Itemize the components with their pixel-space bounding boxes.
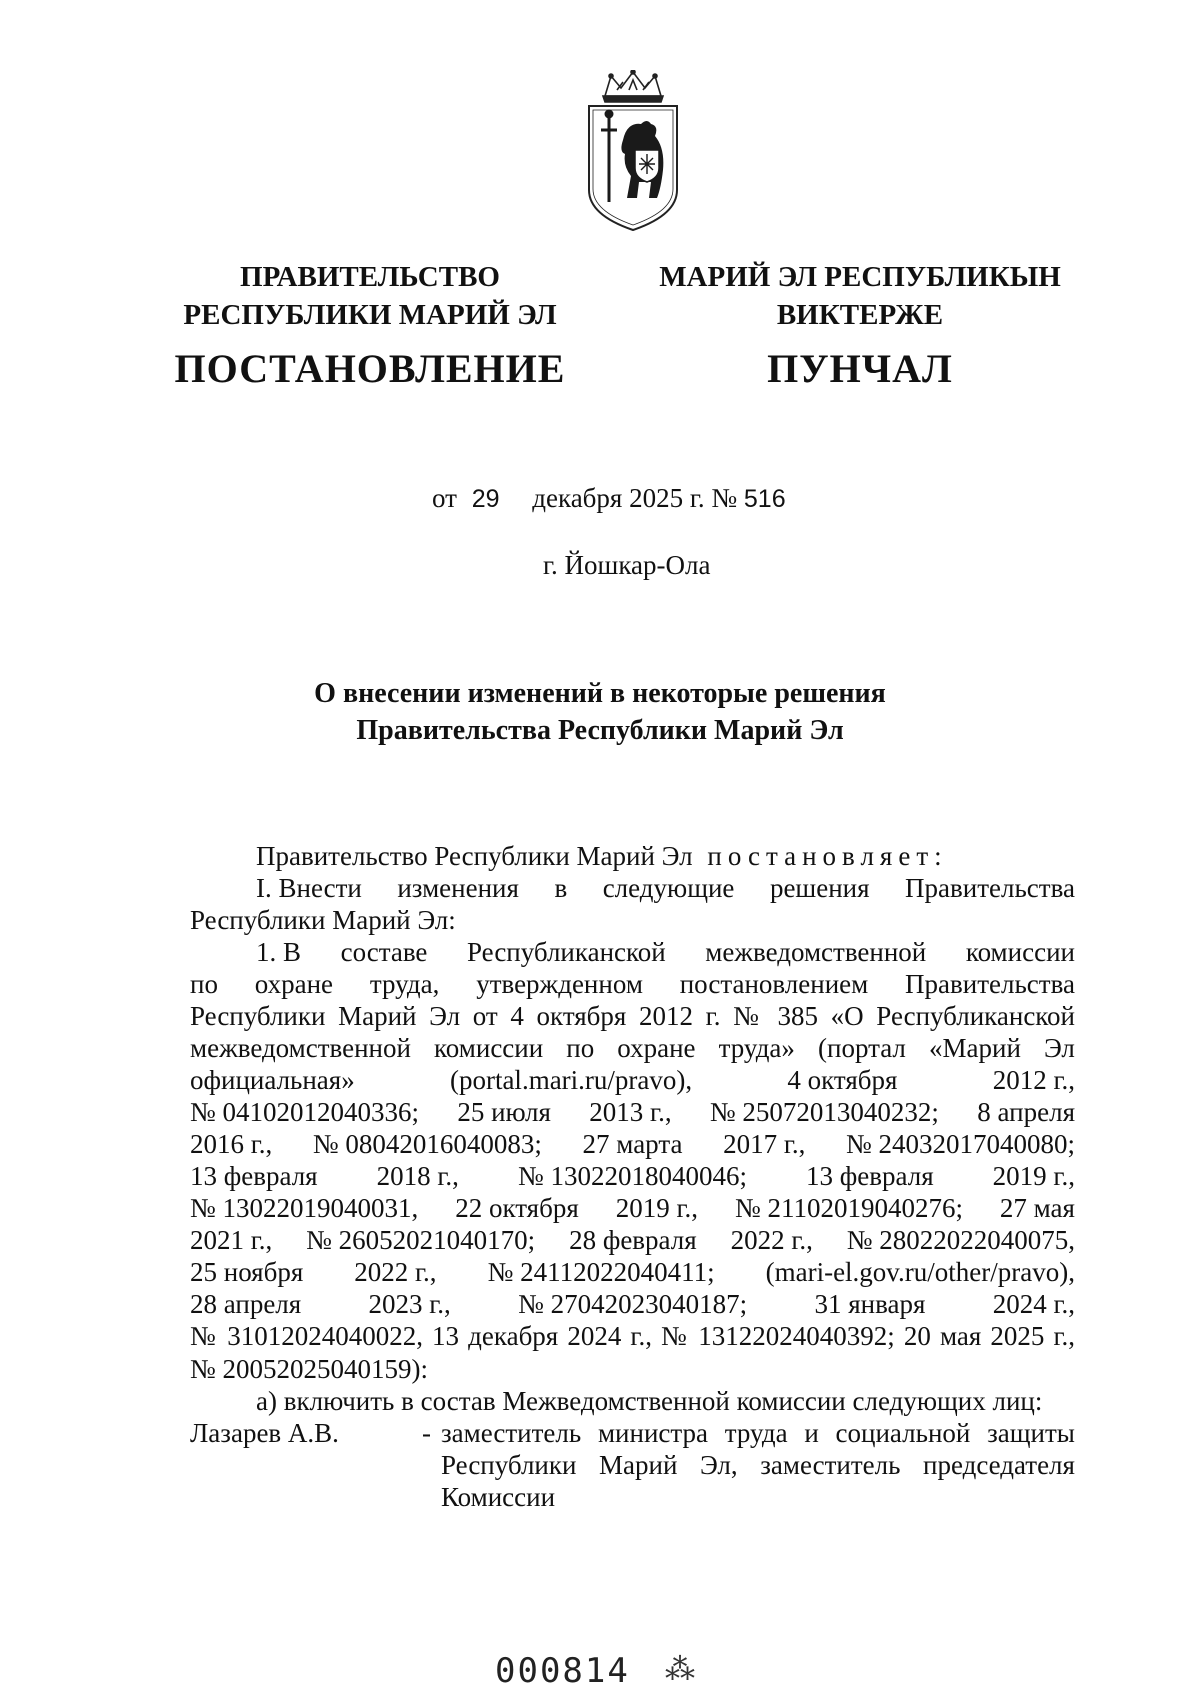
word: Республиканской bbox=[467, 937, 666, 967]
section1-line2: Республики Марий Эл: bbox=[190, 905, 456, 935]
word: № 13022018040046; bbox=[517, 1161, 747, 1191]
p1-body-line bbox=[190, 1128, 1075, 1160]
word: 2017 г., bbox=[723, 1129, 806, 1159]
word: министра bbox=[597, 1418, 708, 1448]
word: и bbox=[804, 1418, 819, 1448]
title-line2: Правительства Республики Марий Эл bbox=[356, 715, 844, 746]
word: Эл bbox=[1043, 1033, 1075, 1063]
word: в bbox=[554, 873, 568, 903]
word: межведомственной bbox=[705, 937, 927, 967]
word: 2012 г., bbox=[992, 1065, 1075, 1095]
p1-body-line bbox=[190, 1224, 1075, 1256]
word: 25 ноября bbox=[190, 1257, 304, 1287]
sword-icon bbox=[601, 111, 617, 202]
p1-body-line bbox=[190, 1160, 1075, 1192]
p1-body-line bbox=[190, 1320, 1075, 1352]
person-dash: - bbox=[422, 1418, 431, 1448]
word: 2021 г., bbox=[190, 1225, 273, 1255]
p1-body-line bbox=[190, 1032, 1075, 1064]
subitem-a: а) включить в состав Межведомственной комиссии следующих лиц: bbox=[256, 1386, 1043, 1416]
word: заместитель bbox=[760, 1450, 901, 1480]
word: изменения bbox=[397, 873, 519, 903]
word: № 24032017040080; bbox=[845, 1129, 1075, 1159]
word: Марий bbox=[599, 1450, 678, 1480]
word: № 26052021040170; bbox=[306, 1225, 536, 1255]
date-rest: декабря 2025 г. № bbox=[532, 483, 738, 513]
word: № 27042023040187; bbox=[518, 1289, 748, 1319]
header-right-authority bbox=[640, 258, 1080, 334]
person-name: Лазарев А.В. bbox=[190, 1418, 339, 1448]
serial-number-stamp: 000814 bbox=[495, 1651, 630, 1691]
person-role-line1 bbox=[441, 1417, 1075, 1449]
word: 28 февраля bbox=[569, 1225, 697, 1255]
word: 31 января bbox=[814, 1289, 926, 1319]
title-line1: О внесении изменений в некоторые решения bbox=[314, 678, 886, 709]
intro-decree-word: постановляет: bbox=[707, 841, 948, 871]
word: Правительства bbox=[905, 969, 1075, 999]
p1-last-line: № 20052025040159): bbox=[190, 1354, 429, 1384]
document-number: 516 bbox=[743, 485, 786, 513]
word: 2022 г., bbox=[730, 1225, 813, 1255]
coat-of-arms-emblem bbox=[583, 70, 683, 232]
word: комиссии bbox=[434, 1033, 544, 1063]
word: № 28022022040075, bbox=[846, 1225, 1075, 1255]
city: г. Йошкар-Ола bbox=[543, 550, 711, 580]
p1-body-line bbox=[190, 1096, 1075, 1128]
word: официальная» bbox=[190, 1065, 355, 1095]
word: председателя bbox=[923, 1450, 1075, 1480]
date-day: 29 bbox=[471, 485, 500, 513]
word: (portal.mari.ru/pravo), bbox=[449, 1065, 693, 1095]
header-left-line1: ПРАВИТЕЛЬСТВО bbox=[240, 261, 500, 293]
p1-body-line bbox=[190, 1064, 1075, 1096]
word: (портал bbox=[818, 1033, 906, 1063]
document-title bbox=[0, 675, 1200, 749]
word: 1. В bbox=[256, 937, 302, 967]
intro-text: Правительство Республики Марий Эл bbox=[256, 841, 693, 871]
intro-line bbox=[256, 840, 948, 872]
word: 2019 г., bbox=[992, 1161, 1075, 1191]
word: Республики bbox=[441, 1450, 577, 1480]
word: 13 февраля bbox=[190, 1161, 318, 1191]
word: труда, bbox=[369, 969, 440, 999]
header-right-line1: МАРИЙ ЭЛ РЕСПУБЛИКЫН bbox=[659, 261, 1061, 293]
header-left-authority bbox=[170, 258, 570, 334]
word: утвержденном bbox=[476, 969, 643, 999]
word: I. Внести bbox=[256, 873, 362, 903]
word: Эл, bbox=[699, 1450, 738, 1480]
word: по bbox=[566, 1033, 595, 1063]
person-role-line3: Комиссии bbox=[441, 1482, 556, 1512]
word: 2013 г., bbox=[589, 1097, 672, 1127]
ornament-shield-icon bbox=[635, 150, 659, 182]
word: Правительства bbox=[905, 873, 1075, 903]
person-role-line2 bbox=[441, 1449, 1075, 1481]
word: 28 апреля bbox=[190, 1289, 302, 1319]
word: межведомственной bbox=[190, 1033, 411, 1063]
p1-body-line bbox=[190, 968, 1075, 1000]
crown-icon bbox=[603, 70, 663, 102]
document-type-ru: ПОСТАНОВЛЕНИЕ bbox=[174, 346, 566, 391]
word: 27 мая bbox=[999, 1193, 1075, 1223]
word: по bbox=[190, 969, 218, 999]
word: труда» bbox=[718, 1033, 795, 1063]
asterism-mark-icon: ⁂ bbox=[665, 1653, 695, 1686]
header-right-line2: ВИКТЕРЖЕ bbox=[776, 299, 944, 331]
word: 2016 г., bbox=[190, 1129, 273, 1159]
word: Республики Марий Эл от 4 октября 2012 г. № 385 «О Республиканской bbox=[190, 1001, 1075, 1031]
word: № 04102012040336; bbox=[190, 1097, 420, 1127]
document-type-mari: ПУНЧАЛ bbox=[767, 346, 953, 391]
word: комиссии bbox=[965, 937, 1075, 967]
word: № 31012024040022, 13 декабря 2024 г., № 13122024040392; 20 мая 2025 г., bbox=[190, 1321, 1075, 1351]
p1-body-line bbox=[190, 1000, 1075, 1032]
word: № 13022019040031, bbox=[190, 1193, 419, 1223]
word: 25 июля bbox=[457, 1097, 551, 1127]
word: постановлением bbox=[679, 969, 869, 999]
word: 13 февраля bbox=[806, 1161, 934, 1191]
word: № 25072013040232; bbox=[709, 1097, 939, 1127]
word: решения bbox=[769, 873, 870, 903]
header-left-line2: РЕСПУБЛИКИ МАРИЙ ЭЛ bbox=[183, 299, 557, 331]
word: охране bbox=[617, 1033, 696, 1063]
word: (mari-el.gov.ru/other/pravo), bbox=[765, 1257, 1075, 1287]
word: следующие bbox=[602, 873, 735, 903]
word: № 21102019040276; bbox=[734, 1193, 963, 1223]
word: 27 марта bbox=[582, 1129, 683, 1159]
word: 22 октября bbox=[455, 1193, 579, 1223]
word: 2018 г., bbox=[376, 1161, 459, 1191]
word: труда bbox=[724, 1418, 788, 1448]
date-prefix: от bbox=[432, 483, 457, 513]
word: социальной bbox=[835, 1418, 971, 1448]
word: 2019 г., bbox=[615, 1193, 698, 1223]
word: 2024 г., bbox=[992, 1289, 1075, 1319]
word: «Марий bbox=[929, 1033, 1021, 1063]
word: составе bbox=[340, 937, 428, 967]
p1-line1 bbox=[256, 936, 1075, 968]
p1-body-line bbox=[190, 1256, 1075, 1288]
date-line bbox=[432, 482, 786, 515]
section1-line1 bbox=[256, 872, 1075, 904]
word: 2023 г., bbox=[368, 1289, 451, 1319]
word: № 08042016040083; bbox=[312, 1129, 542, 1159]
word: 4 октября bbox=[787, 1065, 898, 1095]
word: заместитель bbox=[441, 1418, 582, 1448]
word: 2022 г., bbox=[354, 1257, 437, 1287]
p1-body-line bbox=[190, 1192, 1075, 1224]
p1-body-line bbox=[190, 1288, 1075, 1320]
word: 8 апреля bbox=[977, 1097, 1075, 1127]
word: № 24112022040411; bbox=[487, 1257, 715, 1287]
word: охране bbox=[254, 969, 334, 999]
word: защиты bbox=[987, 1418, 1075, 1448]
